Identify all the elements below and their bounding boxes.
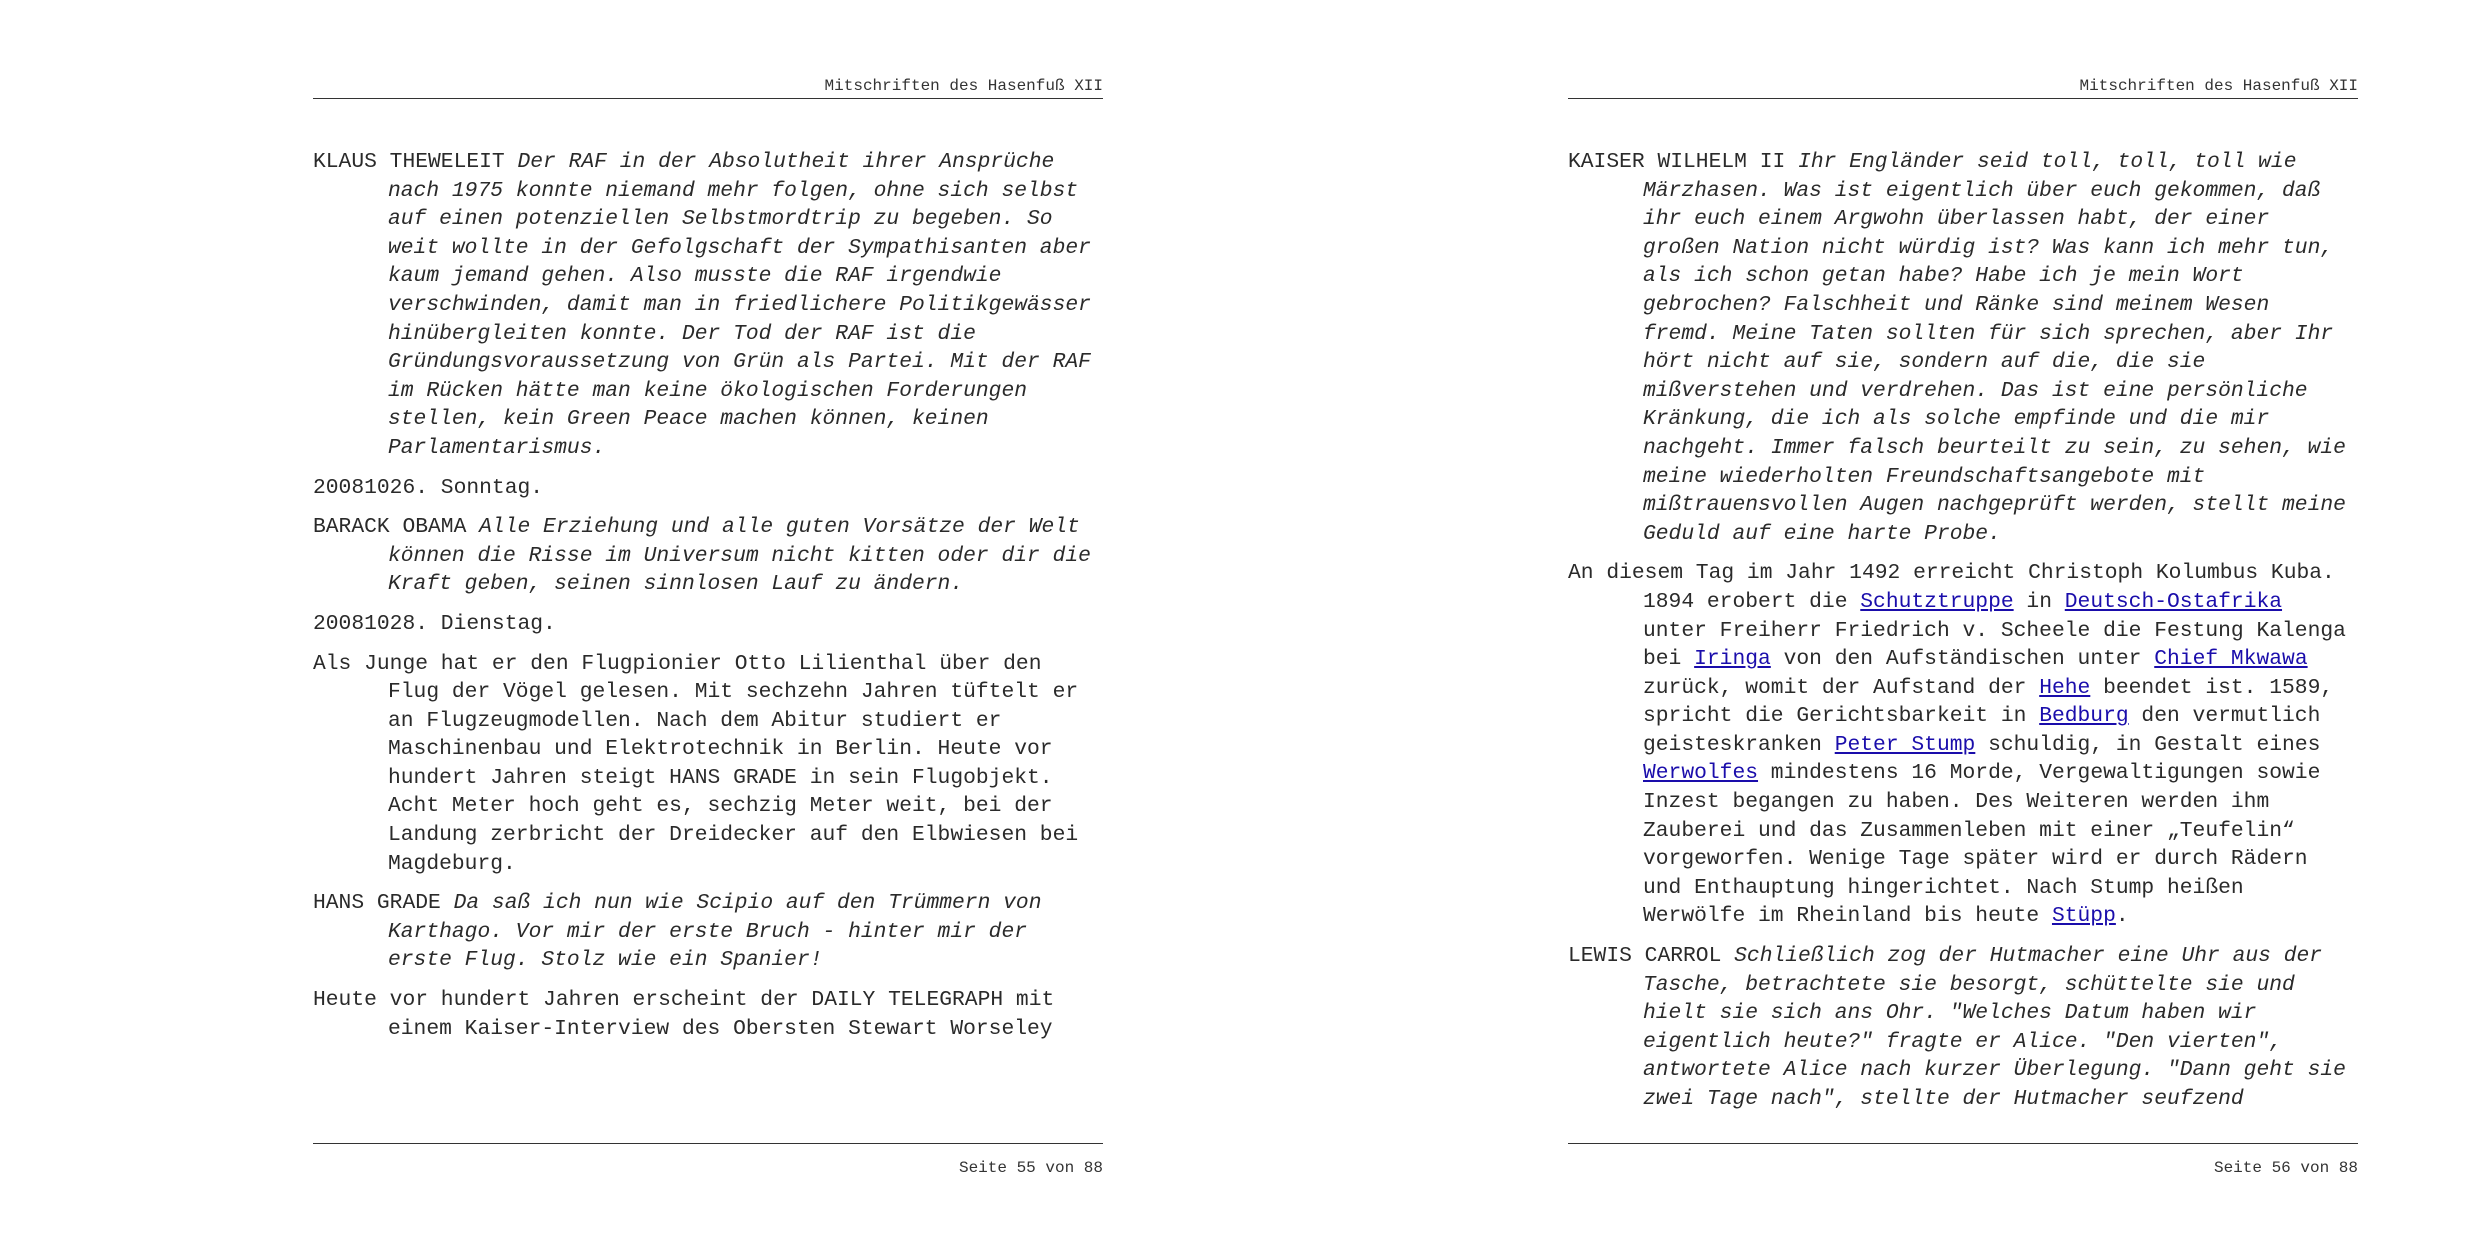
quote-paragraph: [1568, 148, 2358, 548]
link-chief-mkwawa[interactable]: Chief Mkwawa: [2154, 647, 2308, 672]
text-segment: den vermutlich geisteskranken: [1643, 704, 2321, 757]
quote-paragraph: [313, 889, 1103, 975]
text-segment: beendet ist. 1589, spricht die Gerichtsbarkeit in: [1643, 675, 2334, 729]
link-iringa[interactable]: Iringa: [1694, 647, 1771, 672]
date-heading: 20081026. Sonntag.: [313, 475, 544, 500]
text-segment: An diesem Tag im Jahr 1492 erreicht Christoph Kolumbus Kuba. 1894 erobert die: [1568, 561, 2335, 614]
page-number: Seite 56 von 88: [2213, 1159, 2358, 1177]
link-deutsch-ostafrika[interactable]: Deutsch-Ostafrika: [2064, 589, 2283, 614]
page-body: [313, 148, 1103, 1054]
speaker-name: KAISER WILHELM II: [1568, 150, 1786, 174]
quote-text: Der RAF in der Absolutheit ihrer Ansprüche nach 1975 konnte niemand mehr folgen, ohne sich selbst auf einen potenziellen Selbstmordtrip zu begeben. So weit wollte in der Gefolgschaft der Sympathisanten aber kaum jemand gehen. Also musste die RAF irgendwie verschwinden, damit man in friedlichere Politikgewässer hinübergleiten konnte. Der Tod der RAF ist die Gründungsvoraussetzung von Grün als Partei. Mit der RAF im Rücken hätte man keine ökologischen Forderungen stellen, kein Green Peace machen können, keinen Parlamentarismus.: [388, 150, 1091, 460]
text-segment: schuldig, in Gestalt eines: [1975, 732, 2321, 757]
page-header: Mitschriften des Hasenfuß XII: [2079, 77, 2358, 95]
date-heading: 20081028. Dienstag.: [313, 611, 556, 636]
linked-text-paragraph: [1568, 559, 2358, 931]
header-rule: [1568, 98, 2358, 99]
link-bedburg[interactable]: Bedburg: [2039, 704, 2129, 729]
text-paragraph: Heute vor hundert Jahren erscheint der DAILY TELEGRAPH mit einem Kaiser-Interview des Obersten Stewart Worseley: [313, 988, 1055, 1041]
speaker-name: HANS GRADE: [313, 891, 441, 916]
link-stuepp[interactable]: Stüpp: [2051, 904, 2116, 929]
speaker-name: LEWIS CARROL: [1568, 944, 1722, 969]
link-schutztruppe[interactable]: Schutztruppe: [1860, 589, 2014, 614]
text-segment: zurück, womit der Aufstand der: [1643, 675, 2040, 700]
text-segment: unter Freiherr Friedrich v. Scheele die Festung Kalenga bei: [1643, 618, 2346, 672]
quote-paragraph: [1568, 942, 2358, 1114]
quote-text: Alle Erziehung und alle guten Vorsätze der Welt können die Risse im Universum nicht kitten oder dir die Kraft geben, seinen sinnlosen Lauf zu ändern.: [388, 515, 1091, 597]
page-right: [1568, 0, 2358, 1240]
link-hehe[interactable]: Hehe: [2039, 675, 2091, 700]
speaker-name: KLAUS THEWELEIT: [313, 150, 505, 174]
quote-text: Schließlich zog der Hutmacher eine Uhr aus der Tasche, betrachtete sie besorgt, schüttelte sie und hielt sie sich ans Ohr. "Welches Datum haben wir eigentlich heute?" fragte er Alice. "Den vierten", antwortete Alice nach kurzer Überlegung. "Dann geht sie zwei Tage nach", stellte der Hutmacher seufzend: [1643, 944, 2346, 1111]
text-paragraph: Als Junge hat er den Flugpionier Otto Lilienthal über den Flug der Vögel gelesen. Mit sechzehn Jahren tüftelt er an Flugzeugmodellen. Nach dem Abitur studiert er Maschinenbau und Elektrotechnik in Berlin. Heute vor hundert Jahren steigt HANS GRADE in sein Flugobjekt. Acht Meter hoch geht es, sechzig Meter weit, bei der Landung zerbricht der Dreidecker auf den Elbwiesen bei Magdeburg.: [313, 651, 1079, 876]
text-segment: .: [2115, 904, 2129, 929]
link-werwolfes[interactable]: Werwolfes: [1643, 761, 1759, 786]
page-body: [1568, 148, 2358, 1125]
quote-paragraph: [313, 513, 1103, 599]
quote-text: Da saß ich nun wie Scipio auf den Trümmern von Karthago. Vor mir der erste Bruch - hinter mir der erste Flug. Stolz wie ein Spanier!: [388, 891, 1042, 973]
text-segment: in: [2013, 589, 2065, 614]
page-left: [313, 0, 1103, 1240]
text-segment: von den Aufständischen unter: [1770, 647, 2155, 672]
footer-rule: [313, 1143, 1103, 1144]
footer-rule: [1568, 1143, 2358, 1144]
header-rule: [313, 98, 1103, 99]
page-header: Mitschriften des Hasenfuß XII: [824, 77, 1103, 95]
link-peter-stump[interactable]: Peter Stump: [1834, 732, 1976, 757]
quote-paragraph: [313, 148, 1103, 463]
text-segment: mindestens 16 Morde, Vergewaltigungen sowie Inzest begangen zu haben. Des Weiteren werden ihm Zauberei und das Zusammenleben mit einer „Teufelin“ vorgeworfen. Wenige Tage später wird er durch Rädern und Enthauptung hingerichtet. Nach Stump heißen Werwölfe im Rheinland bis heute: [1643, 761, 2321, 929]
speaker-name: BARACK OBAMA: [313, 515, 467, 540]
quote-text: Ihr Engländer seid toll, toll, toll wie Märzhasen. Was ist eigentlich über euch gekommen, daß ihr euch einem Argwohn überlassen habt, der einer großen Nation nicht würdig ist? Was kann ich mehr tun, als ich schon getan habe? Habe ich je mein Wort gebrochen? Falschheit und Ränke sind meinem Wesen fremd. Meine Taten sollten für sich sprechen, aber Ihr hört nicht auf sie, sondern auf die, die sie mißverstehen und verdrehen. Das ist eine persönliche Kränkung, die ich als solche empfinde und die mir nachgeht. Immer falsch beurteilt zu sein, zu sehen, wie meine wiederholten Freundschaftsangebote mit mißtrauensvollen Augen nachgeprüft werden, stellt meine Geduld auf eine harte Probe.: [1643, 150, 2346, 546]
page-number: Seite 55 von 88: [958, 1159, 1103, 1177]
